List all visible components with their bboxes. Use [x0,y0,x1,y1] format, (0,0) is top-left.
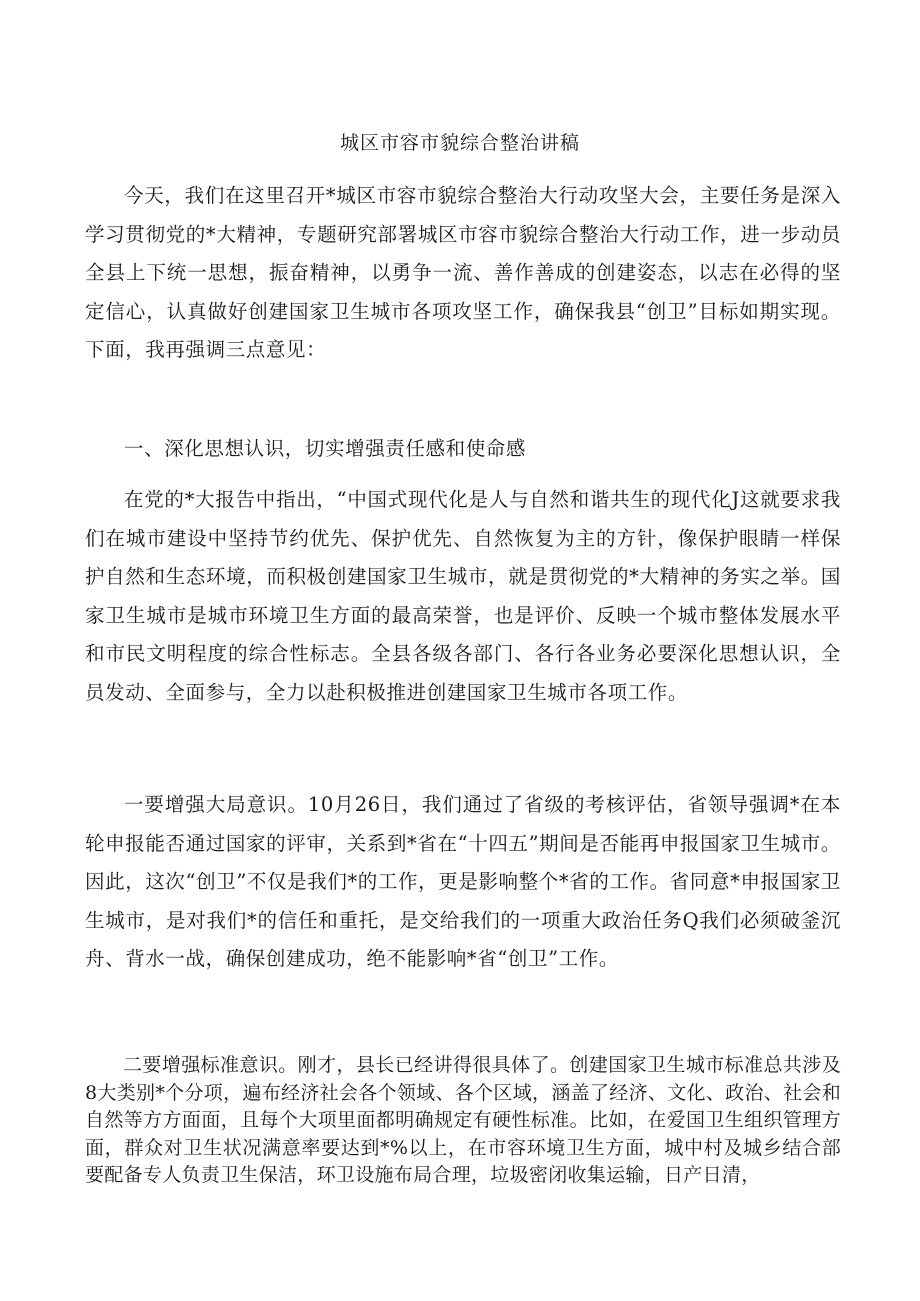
paragraph-text: 今天，我们在这里召开*城区市容市貌综合整治大行动攻坚大会，主要任务是深入学习贯彻党的*大精神，专题研究部署城区市容市貌综合整治大行动工作，进一步动员全县上下统一思想，振奋精神，以勇争一流、善作善成的创建姿态，以志在必得的坚定信心，认真做好创建国家卫生城市各项攻坚工作，确保我县“创卫”目标如期实现。下面，我再强调三点意见： [85,184,841,362]
paragraph-text: 二要增强标准意识。刚才，县长已经讲得很具体了。创建国家卫生城市标准总共涉及8大类别*个分项，遍布经济社会各个领域、各个区域，涵盖了经济、文化、政治、社会和自然等方方面面，且每个大项里面都明确规定有硬性标准。比如，在爱国卫生组织管理方面，群众对卫生状况满意率要达到*%以上，在市容环境卫生方面，城中村及城乡结合部要配备专人负责卫生保洁，环卫设施布局合理，垃圾密闭收集运输，日产日清， [85,1054,841,1187]
document-title: 城区市容市貌综合整治讲稿 [339,132,580,154]
paragraph-intro [85,177,841,370]
paragraph-body [85,786,841,979]
section-heading: 一、深化思想认识，切实增强责任感和使命感 [124,437,527,460]
paragraph-text: 在党的*大报告中指出，“中国式现代化是人与自然和谐共生的现代化J这就要求我们在城市建设中坚持节约优先、保护优先、自然恢复为主的方针，像保护眼睛一样保护自然和生态环境，而积极创建国家卫生城市，就是贯彻党的*大精神的务实之举。国家卫生城市是城市环境卫生方面的最高荣誉，也是评价、反映一个城市整体发展水平和市民文明程度的综合性标志。全县各级各部门、各行各业务必要深化思想认识，全员发动、全面参与，全力以赴积极推进创建国家卫生城市各项工作。 [85,488,841,704]
paragraph-body-compact [85,1052,841,1190]
paragraph-text: 一要增强大局意识。10月26日，我们通过了省级的考核评估，省领导强调*在本轮申报能否通过国家的评审，关系到*省在“十四五”期间是否能再申报国家卫生城市。因此，这次“创卫”不仅是我们*的工作，更是影响整个*省的工作。省同意*申报国家卫生城市，是对我们*的信任和重托，是交给我们的一项重大政治任务Q我们必须破釜沉舟、背水一战，确保创建成功，绝不能影响*省“创卫”工作。 [85,793,841,971]
paragraph-body [85,481,841,713]
